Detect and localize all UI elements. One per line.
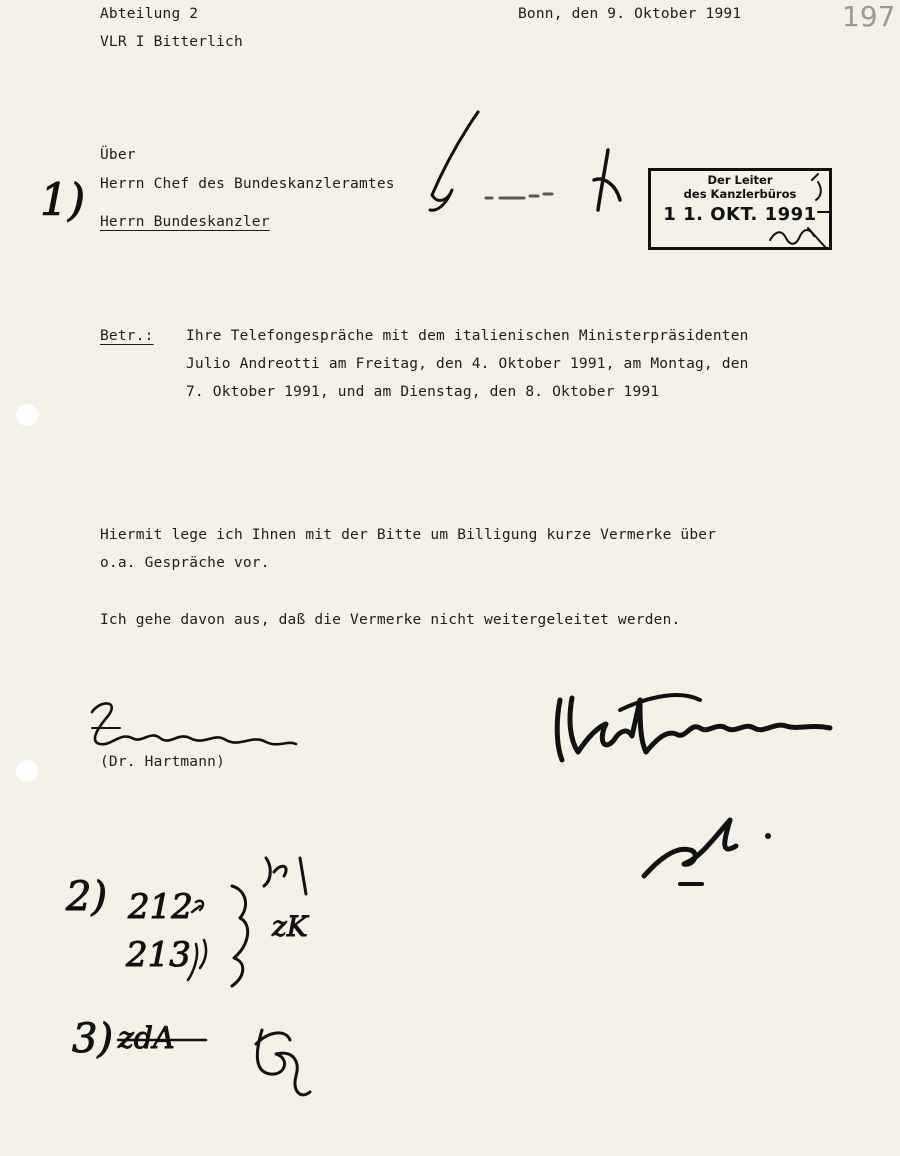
body-para2: Ich gehe davon aus, daß die Vermerke nicht weitergeleitet werden.	[100, 612, 681, 628]
via-label: Über	[100, 147, 136, 163]
signature-right	[557, 698, 830, 760]
initials-right	[644, 820, 736, 876]
body-para1-line1: Hiermit lege ich Ihnen mit der Bitte um Billigung kurze Vermerke über	[100, 527, 717, 543]
initials-b	[256, 1030, 310, 1095]
signature-right-crossbar	[620, 695, 700, 710]
brace-bracket	[232, 886, 248, 986]
page-number: 197	[842, 0, 896, 33]
initials-dot	[765, 833, 771, 839]
paraph-chief-of-staff	[430, 112, 478, 210]
body-para1-line2: o.a. Gespräche vor.	[100, 555, 270, 571]
note-zda: zdA	[118, 1021, 175, 1056]
author-line: VLR I Bitterlich	[100, 34, 243, 50]
subject-label: Betr.:	[100, 328, 154, 344]
note-zk: zK	[272, 910, 308, 943]
subject-line-3: 7. Oktober 1991, und am Dienstag, den 8. Oktober 1991	[186, 384, 660, 400]
paraph-small	[594, 150, 620, 210]
stamp-date: 1 1. OKT. 1991	[663, 204, 817, 225]
stamp-initials	[770, 228, 826, 248]
department-line: Abteilung 2	[100, 6, 199, 22]
note-212-suffix	[192, 901, 203, 912]
mark-item-1: 1)	[40, 175, 86, 226]
note-213: 213	[126, 935, 191, 975]
stamp-line-1: Der Leiter	[707, 173, 773, 187]
stamp-line-2: des Kanzlerbüros	[683, 187, 797, 201]
faded-stamp-marks	[486, 194, 552, 198]
place-date: Bonn, den 9. Oktober 1991	[518, 6, 742, 22]
subject-line-1: Ihre Telefongespräche mit dem italienischen Ministerpräsidenten	[186, 328, 749, 344]
signature-dr-hartmann	[92, 703, 296, 744]
signatory-name: (Dr. Hartmann)	[100, 754, 226, 770]
recipient-chief-of-staff: Herrn Chef des Bundeskanzleramtes	[100, 176, 395, 192]
subject-line-2: Julio Andreotti am Freitag, den 4. Oktober 1991, am Montag, den	[186, 356, 749, 372]
mark-item-2: 2)	[66, 874, 108, 920]
paraph-zk	[264, 858, 306, 894]
stamp-handmark-top	[812, 174, 821, 200]
note-212: 212	[128, 887, 193, 927]
recipient-chancellor: Herrn Bundeskanzler	[100, 214, 270, 230]
mark-item-3: 3)	[72, 1016, 114, 1062]
